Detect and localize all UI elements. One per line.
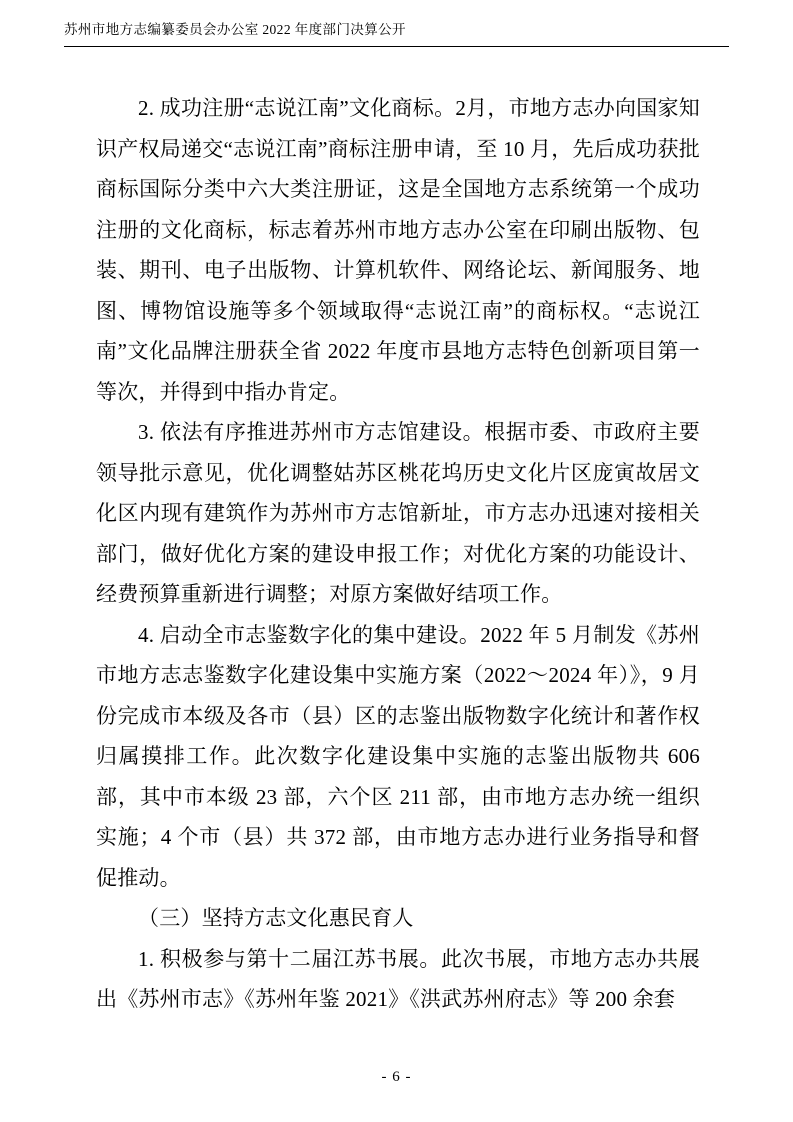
paragraph: 2. 成功注册“志说江南”文化商标。2月，市地方志办向国家知识产权局递交“志说江南”商标注册申请，至 10 月，先后成功获批商标国际分类中六大类注册证，这是全国地方志系统第一个成功注册的文化商标，标志着苏州市地方志办公室在印刷出版物、包装、期刊、电子出版物、计算机软件、网络论坛、新闻服务、地图、博物馆设施等多个领域取得“志说江南”的商标权。“志说江南”文化品牌注册获全省 2022 年度市县地方志特色创新项目第一等次，并得到中指办肯定。 (96, 96, 700, 404)
page-footer (0, 1069, 793, 1086)
document-body (96, 88, 700, 1020)
page-number: - 6 - (381, 1069, 412, 1085)
page-header (64, 20, 729, 50)
header-title: 苏州市地方志编纂委员会办公室 2022 年度部门决算公开 (64, 22, 406, 37)
paragraph: 1. 积极参与第十二届江苏书展。此次书展，市地方志办共展出《苏州市志》《苏州年鉴 2021》《洪武苏州府志》等 200 余套 (96, 946, 700, 1011)
paragraph: 3. 依法有序推进苏州市方志馆建设。根据市委、市政府主要领导批示意见，优化调整姑苏区桃花坞历史文化片区庞寅故居文化区内现有建筑作为苏州市方志馆新址，市方志办迅速对接相关部门，做好优化方案的建设申报工作；对优化方案的功能设计、经费预算重新进行调整；对原方案做好结项工作。 (96, 420, 700, 606)
paragraph: （三）坚持方志文化惠民育人 (138, 906, 414, 930)
paragraph: 4. 启动全市志鉴数字化的集中建设。2022 年 5 月制发《苏州市地方志志鉴数字化建设集中实施方案（2022～2024 年）》，9 月份完成市本级及各市（县）区的志鉴出版物数字化统计和著作权归属摸排工作。此次数字化建设集中实施的志鉴出版物共 606 部，其中市本级 23 部，六个区 211 部，由市地方志办统一组织实施；4 个市（县）共 372 部，由市地方志办进行业务指导和督促推动。 (96, 622, 700, 890)
header-divider (64, 46, 729, 47)
